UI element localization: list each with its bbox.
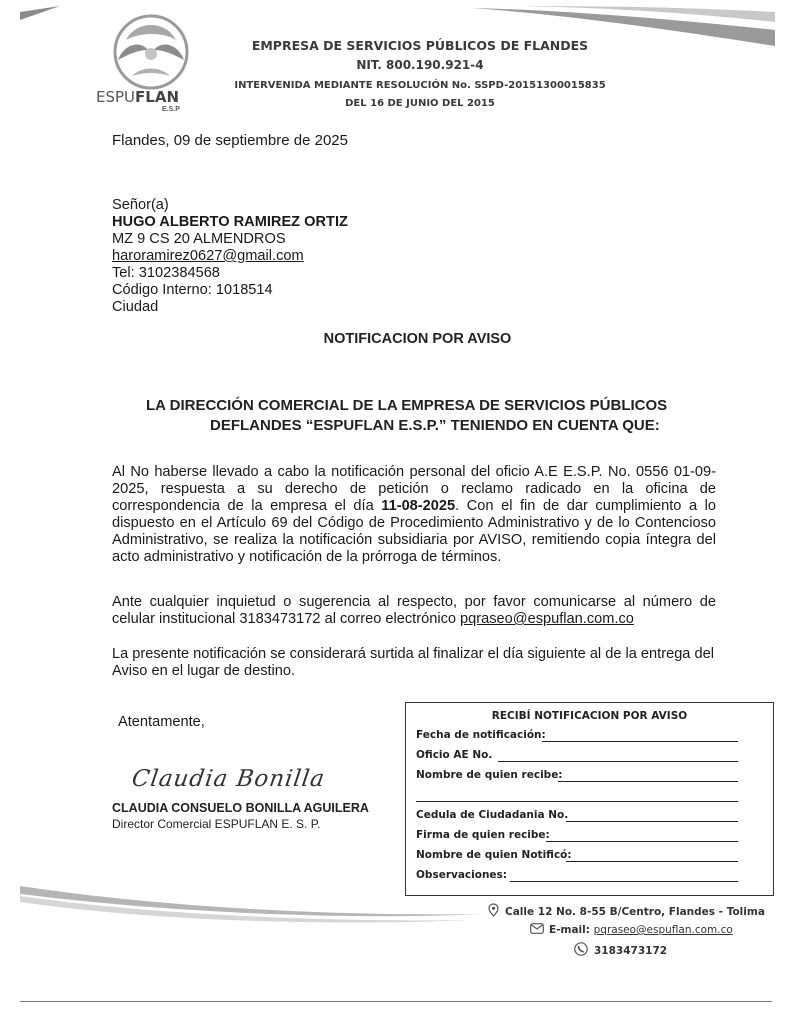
footer-phone: 3183473172: [594, 945, 668, 957]
place-date: Flandes, 09 de septiembre de 2025: [112, 132, 348, 149]
footer-email-row: [530, 923, 733, 936]
internal-code: Código Interno: 1018514: [112, 282, 273, 298]
intervention-resolution: INTERVENIDA MEDIANTE RESOLUCIÓN No. SSPD-20151300015835: [234, 80, 606, 91]
company-logo: [96, 10, 206, 118]
footer-swoosh: [0, 880, 791, 960]
recipient-address: MZ 9 CS 20 ALMENDROS: [112, 231, 286, 247]
recipient-tel: Tel: 3102384568: [112, 265, 220, 281]
footer-email-link[interactable]: pqraseo@espuflan.com.co: [593, 924, 733, 936]
notice-title: NOTIFICACION POR AVISO: [323, 331, 512, 347]
recipient-name: HUGO ALBERTO RAMIREZ ORTIZ: [112, 214, 348, 230]
field-input-cedula[interactable]: [566, 821, 738, 822]
signer-title: Director Comercial ESPUFLAN E. S. P.: [112, 817, 321, 831]
receipt-form-title: RECIBÍ NOTIFICACION POR AVISO: [491, 710, 688, 722]
field-input-nombre-recibe[interactable]: [558, 781, 738, 782]
company-nit: NIT. 800.190.921-4: [356, 58, 484, 72]
company-name: EMPRESA DE SERVICIOS PÚBLICOS DE FLANDES: [251, 38, 589, 53]
paragraph-2-email-link[interactable]: pqraseo@espuflan.com.co: [460, 611, 634, 627]
paragraph-1-a: Al No haberse llevado a cabo la notificación personal del oficio A.E E.S.P. No. 0556 01-09-2025, respuesta a su derecho de petición o reclamo radicado en la oficina de correspondencia de la empresa el día: [112, 464, 716, 514]
footer-email-label: E-mail:: [549, 924, 594, 936]
logo-text-flan: FLAN: [135, 88, 179, 106]
heading-line-1: LA DIRECCIÓN COMERCIAL DE LA EMPRESA DE SERVICIOS PÚBLICOS: [146, 397, 668, 414]
paragraph-3: La presente notificación se considerará surtida al finalizar el día siguiente al de la entrega del Aviso en el lugar de destino.: [112, 646, 714, 679]
recipient-city: Ciudad: [112, 299, 159, 315]
field-input-nombre-recibe-extra[interactable]: [416, 801, 738, 802]
footer-address: Calle 12 No. 8-55 B/Centro, Flandes - Tolima: [505, 906, 765, 918]
field-label-firma: Firma de quien recibe:: [416, 829, 550, 841]
field-input-oficio[interactable]: [498, 761, 738, 762]
signature-image: Claudia Bonilla: [130, 766, 327, 792]
logo-text-espu: ESPU: [96, 88, 136, 106]
closing: Atentamente,: [118, 714, 205, 730]
field-input-fecha[interactable]: [542, 741, 738, 742]
paragraph-1-b: . Con el fin de dar cumplimiento a lo dispuesto en el Artículo 69 del Código de Procedimiento Administrativo y de lo Contencioso Administrativo, se realiza la notificación subsidiaria por AVISO, remitiendo copia íntegra del acto administrativo y notificación de la prórroga de términos.: [112, 498, 716, 565]
footer-address-row: [488, 903, 765, 918]
mail-icon: [530, 923, 544, 934]
paragraph-1-date: 11-08-2025: [381, 498, 456, 514]
recipient-block: [112, 197, 348, 316]
paragraph-1: [112, 464, 716, 566]
location-pin-icon: [488, 903, 499, 917]
field-label-notifico: Nombre de quien Notificó:: [416, 849, 572, 861]
field-label-cedula: Cedula de Ciudadania No.: [416, 809, 569, 821]
footer-phone-row: [574, 942, 667, 957]
field-label-observaciones: Observaciones:: [416, 869, 508, 881]
resolution-date: DEL 16 DE JUNIO DEL 2015: [345, 98, 495, 109]
field-label-oficio: Oficio AE No.: [416, 749, 493, 761]
field-label-fecha: Fecha de notificación:: [416, 729, 546, 741]
paragraph-2-a: Ante cualquier inquietud o sugerencia al respecto, por favor comunicarse al número de celular institucional 3183473172 al correo electrónico: [112, 594, 716, 627]
recipient-email-link[interactable]: haroramirez0627@gmail.com: [112, 248, 304, 264]
salutation: Señor(a): [112, 197, 169, 213]
phone-icon: [574, 942, 588, 956]
signer-name: CLAUDIA CONSUELO BONILLA AGUILERA: [112, 801, 369, 815]
field-label-nombre-recibe: Nombre de quien recibe:: [416, 769, 563, 781]
receipt-form: [405, 702, 774, 896]
logo-text-esp: E.S.P: [162, 106, 180, 113]
heading-line-2: DEFLANDES “ESPUFLAN E.S.P.” TENIENDO EN CUENTA QUE:: [210, 417, 660, 434]
paragraph-2: [112, 594, 716, 628]
field-input-notifico[interactable]: [566, 861, 738, 862]
field-input-firma[interactable]: [546, 841, 738, 842]
bottom-rule: [20, 1001, 772, 1002]
